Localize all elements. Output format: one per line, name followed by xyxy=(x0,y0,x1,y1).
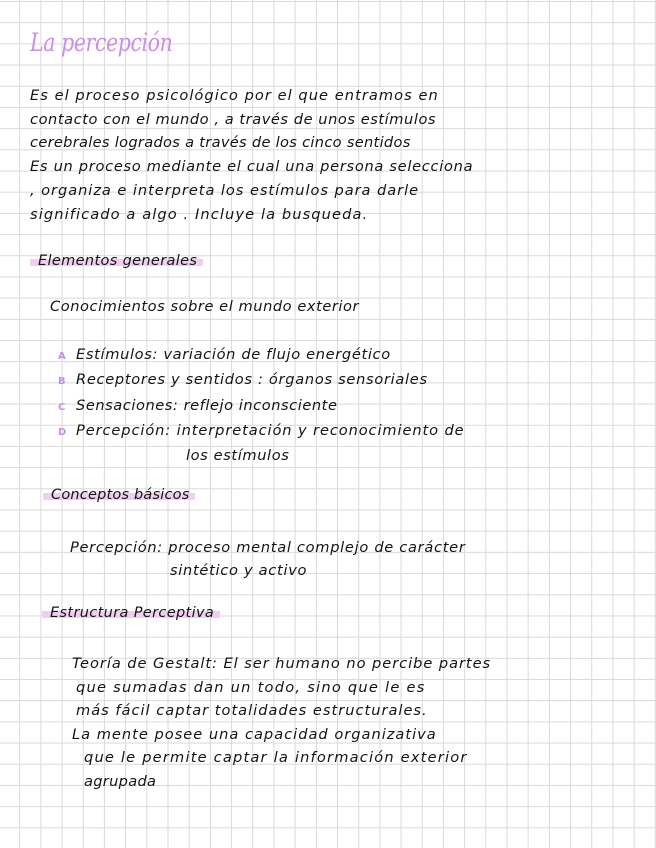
section-heading-elementos: Elementos generales xyxy=(30,252,203,269)
list-marker: C xyxy=(58,401,66,413)
intro-line: Es un proceso mediante el cual una persona selecciona xyxy=(30,158,474,176)
gestalt-line: más fácil captar totalidades estructurales. xyxy=(76,702,428,720)
intro-paragraph xyxy=(30,84,473,226)
list-item xyxy=(58,368,465,393)
list-item xyxy=(58,419,465,444)
intro-line: contacto con el mundo , a través de unos estímulos xyxy=(30,110,437,128)
list-item-text: Estímulos: variación de flujo energético xyxy=(76,346,391,363)
list-marker: A xyxy=(58,351,67,362)
gestalt-line: Teoría de Gestalt: El ser humano no percibe partes xyxy=(72,655,492,672)
intro-line: Es el proceso psicológico por el que entramos en xyxy=(30,87,439,104)
list-item xyxy=(58,394,465,419)
intro-line: cerebrales logrados a través de los cinco sentidos xyxy=(30,134,411,152)
definition-line: sintético y activo xyxy=(170,562,308,579)
section-heading-conceptos: Conceptos básicos xyxy=(43,486,195,503)
elements-list xyxy=(58,343,465,467)
subheading-conocimientos: Conocimientos sobre el mundo exterior xyxy=(50,298,360,315)
definition-line: Percepción: proceso mental complejo de carácter xyxy=(70,539,466,556)
gestalt-line: La mente posee una capacidad organizativa xyxy=(72,725,437,743)
gestalt-line: que sumadas dan un todo, sino que le es xyxy=(76,678,426,696)
gestalt-paragraph xyxy=(72,652,491,794)
section-heading-estructura: Estructura Perceptiva xyxy=(42,604,220,621)
list-item xyxy=(58,343,465,368)
gestalt-line: agrupada xyxy=(84,772,157,790)
list-item-text: Sensaciones: reflejo inconsciente xyxy=(76,396,338,414)
definition-percepcion xyxy=(70,536,466,582)
gestalt-line: que le permite captar la información exterior xyxy=(84,749,468,767)
page-title: La percepción xyxy=(30,28,173,57)
list-marker: D xyxy=(58,426,68,438)
intro-line: significado a algo . Incluye la busqueda. xyxy=(30,205,369,223)
intro-line: , organiza e interpreta los estímulos para darle xyxy=(30,181,420,199)
list-item-continuation: los estímulos xyxy=(186,447,290,465)
list-item-text: Percepción: interpretación y reconocimiento de xyxy=(76,421,465,439)
list-item-text: Receptores y sentidos : órganos sensoriales xyxy=(76,371,428,389)
list-marker: B xyxy=(58,376,67,388)
